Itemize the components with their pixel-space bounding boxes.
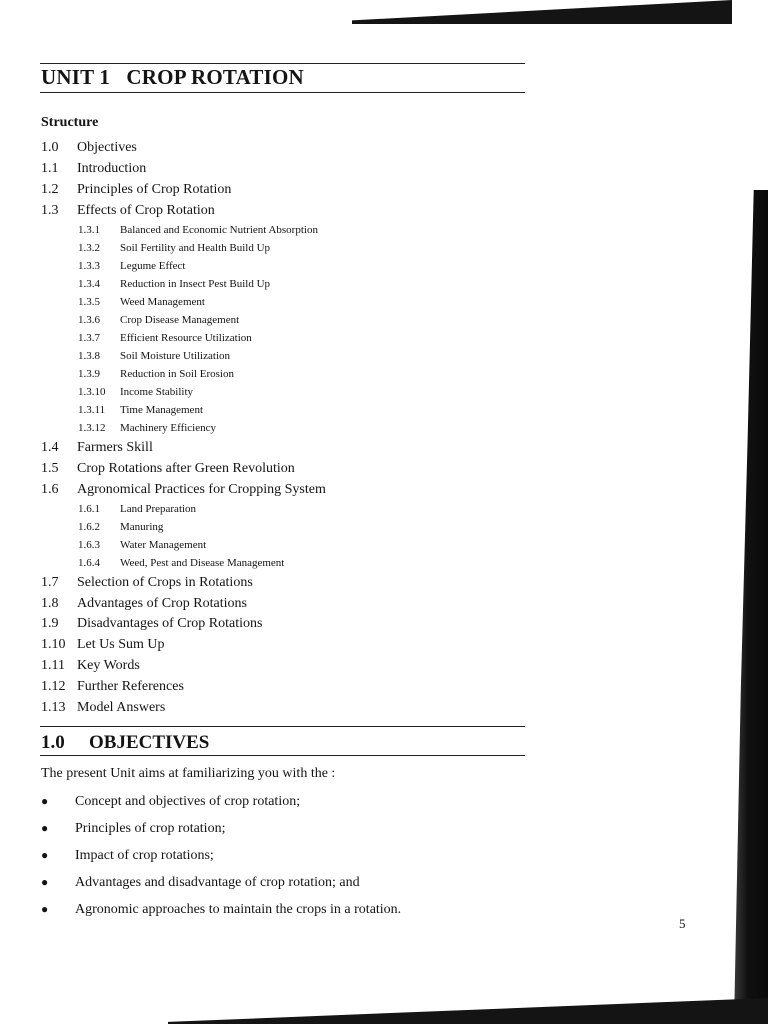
- toc-item-label: Objectives: [77, 140, 137, 155]
- list-item-text: Principles of crop rotation;: [75, 821, 226, 836]
- toc-subitem-label: Water Management: [120, 539, 207, 551]
- scan-shadow-bottom: [168, 998, 768, 1024]
- toc-item-number: 1.1: [41, 161, 59, 176]
- toc-subitem-label: Legume Effect: [120, 260, 186, 272]
- toc-item-number: 1.5: [41, 461, 59, 476]
- toc-item: [41, 637, 165, 653]
- toc-subitem-label: Land Preparation: [120, 503, 197, 515]
- toc-subitem: [78, 350, 230, 362]
- toc-item: [41, 482, 326, 498]
- toc-item-label: Effects of Crop Rotation: [77, 203, 215, 218]
- toc-item-label: Introduction: [77, 161, 147, 176]
- toc-item-number: 1.3: [41, 203, 59, 218]
- list-item-text: Advantages and disadvantage of crop rotation; and: [75, 875, 360, 890]
- toc-item-label: Farmers Skill: [77, 440, 153, 455]
- toc-item-number: 1.7: [41, 575, 59, 590]
- toc-subitem-number: 1.3.10: [78, 386, 106, 398]
- bullet-icon: ●: [41, 902, 49, 916]
- list-item: [41, 902, 401, 918]
- toc-item-number: 1.6: [41, 482, 59, 497]
- toc-item: [41, 203, 215, 219]
- toc-subitem-label: Time Management: [120, 404, 203, 416]
- toc-item-number: 1.8: [41, 596, 59, 611]
- bullet-icon: ●: [41, 848, 49, 862]
- toc-item: [41, 440, 153, 456]
- toc-subitem-label: Income Stability: [120, 386, 194, 398]
- toc-subitem-label: Manuring: [120, 521, 164, 533]
- toc-subitem: [78, 404, 203, 416]
- objectives-intro: The present Unit aims at familiarizing you with the :: [41, 766, 336, 781]
- toc-subitem: [78, 521, 163, 533]
- toc-subitem-number: 1.3.7: [78, 332, 100, 344]
- title-rule-top: [40, 63, 525, 64]
- toc-item-label: Disadvantages of Crop Rotations: [77, 616, 263, 631]
- toc-subitem-label: Crop Disease Management: [120, 314, 240, 326]
- bullet-icon: ●: [41, 794, 49, 808]
- toc-subitem-number: 1.6.2: [78, 521, 100, 533]
- toc-subitem-number: 1.3.12: [78, 422, 106, 434]
- objectives-heading: [41, 732, 209, 754]
- bullet-icon: ●: [41, 875, 49, 889]
- toc-subitem-number: 1.3.8: [78, 350, 100, 362]
- toc-subitem: [78, 278, 270, 290]
- list-item: [41, 821, 225, 837]
- toc-item-label: Advantages of Crop Rotations: [77, 596, 247, 611]
- list-item: [41, 794, 300, 810]
- toc-item: [41, 700, 165, 716]
- list-item: [41, 848, 214, 864]
- objectives-heading-title: OBJECTIVES: [89, 732, 210, 753]
- scan-shadow-top: [352, 0, 732, 24]
- toc-subitem: [78, 332, 252, 344]
- toc-item-label: Selection of Crops in Rotations: [77, 575, 253, 590]
- toc-subitem-label: Reduction in Soil Erosion: [120, 368, 234, 380]
- toc-subitem: [78, 557, 284, 569]
- toc-subitem-number: 1.3.4: [78, 278, 100, 290]
- unit-title: UNIT 1 CROP ROTATION: [41, 65, 304, 89]
- toc-subitem: [78, 386, 193, 398]
- toc-item-number: 1.13: [41, 700, 66, 715]
- toc-subitem-number: 1.6.4: [78, 557, 100, 569]
- toc-subitem-label: Weed Management: [120, 296, 205, 308]
- objectives-rule-top: [40, 726, 525, 727]
- toc-subitem-number: 1.3.9: [78, 368, 100, 380]
- toc-subitem-number: 1.6.1: [78, 503, 100, 515]
- toc-subitem: [78, 260, 185, 272]
- toc-item-label: Let Us Sum Up: [77, 637, 165, 652]
- objectives-rule-bottom: [40, 755, 525, 756]
- toc-item: [41, 679, 184, 695]
- toc-item-number: 1.9: [41, 616, 59, 631]
- toc-item: [41, 658, 140, 674]
- bullet-icon: ●: [41, 821, 49, 835]
- list-item-text: Agronomic approaches to maintain the crops in a rotation.: [75, 902, 402, 917]
- toc-item-number: 1.0: [41, 140, 59, 155]
- toc-subitem: [78, 296, 205, 308]
- toc-item-number: 1.4: [41, 440, 59, 455]
- toc-item-label: Agronomical Practices for Cropping System: [77, 482, 326, 497]
- toc-subitem-number: 1.3.2: [78, 242, 100, 254]
- toc-subitem-label: Soil Fertility and Health Build Up: [120, 242, 271, 254]
- toc-subitem: [78, 503, 196, 515]
- toc-subitem-number: 1.3.5: [78, 296, 100, 308]
- toc-subitem: [78, 368, 234, 380]
- toc-item: [41, 161, 146, 177]
- toc-item: [41, 575, 253, 591]
- toc-subitem-label: Reduction in Insect Pest Build Up: [120, 278, 271, 290]
- toc-item: [41, 140, 137, 156]
- toc-item-label: Crop Rotations after Green Revolution: [77, 461, 295, 476]
- toc-item-label: Key Words: [77, 658, 140, 673]
- list-item-text: Impact of crop rotations;: [75, 848, 214, 863]
- toc-subitem-label: Soil Moisture Utilization: [120, 350, 230, 362]
- toc-item-number: 1.12: [41, 679, 66, 694]
- title-rule-bottom: [40, 92, 525, 93]
- toc-item-number: 1.10: [41, 637, 66, 652]
- scan-shadow-right: [734, 190, 768, 1024]
- toc-subitem-number: 1.3.11: [78, 404, 106, 416]
- toc-item-label: Model Answers: [77, 700, 166, 715]
- toc-item: [41, 596, 247, 612]
- toc-subitem-number: 1.6.3: [78, 539, 100, 551]
- toc-item-number: 1.2: [41, 182, 59, 197]
- toc-subitem: [78, 539, 206, 551]
- toc-subitem: [78, 242, 270, 254]
- toc-subitem-label: Balanced and Economic Nutrient Absorption: [120, 224, 318, 236]
- list-item: [41, 875, 360, 891]
- toc-subitem-label: Efficient Resource Utilization: [120, 332, 252, 344]
- toc-subitem: [78, 314, 239, 326]
- toc-subitem-number: 1.3.6: [78, 314, 100, 326]
- toc-item: [41, 461, 295, 477]
- toc-subitem-label: Machinery Efficiency: [120, 422, 217, 434]
- toc-subitem: [78, 422, 216, 434]
- toc-item-label: Principles of Crop Rotation: [77, 182, 232, 197]
- structure-label: Structure: [41, 115, 99, 130]
- objectives-heading-number: 1.0: [41, 732, 65, 753]
- toc-item: [41, 616, 262, 632]
- toc-item: [41, 182, 231, 198]
- toc-subitem: [78, 224, 318, 236]
- toc-subitem-number: 1.3.3: [78, 260, 100, 272]
- toc-subitem-number: 1.3.1: [78, 224, 100, 236]
- toc-item-number: 1.11: [41, 658, 65, 673]
- toc-item-label: Further References: [77, 679, 184, 694]
- list-item-text: Concept and objectives of crop rotation;: [75, 794, 301, 809]
- toc-subitem-label: Weed, Pest and Disease Management: [120, 557, 285, 569]
- page-number: 5: [679, 916, 686, 931]
